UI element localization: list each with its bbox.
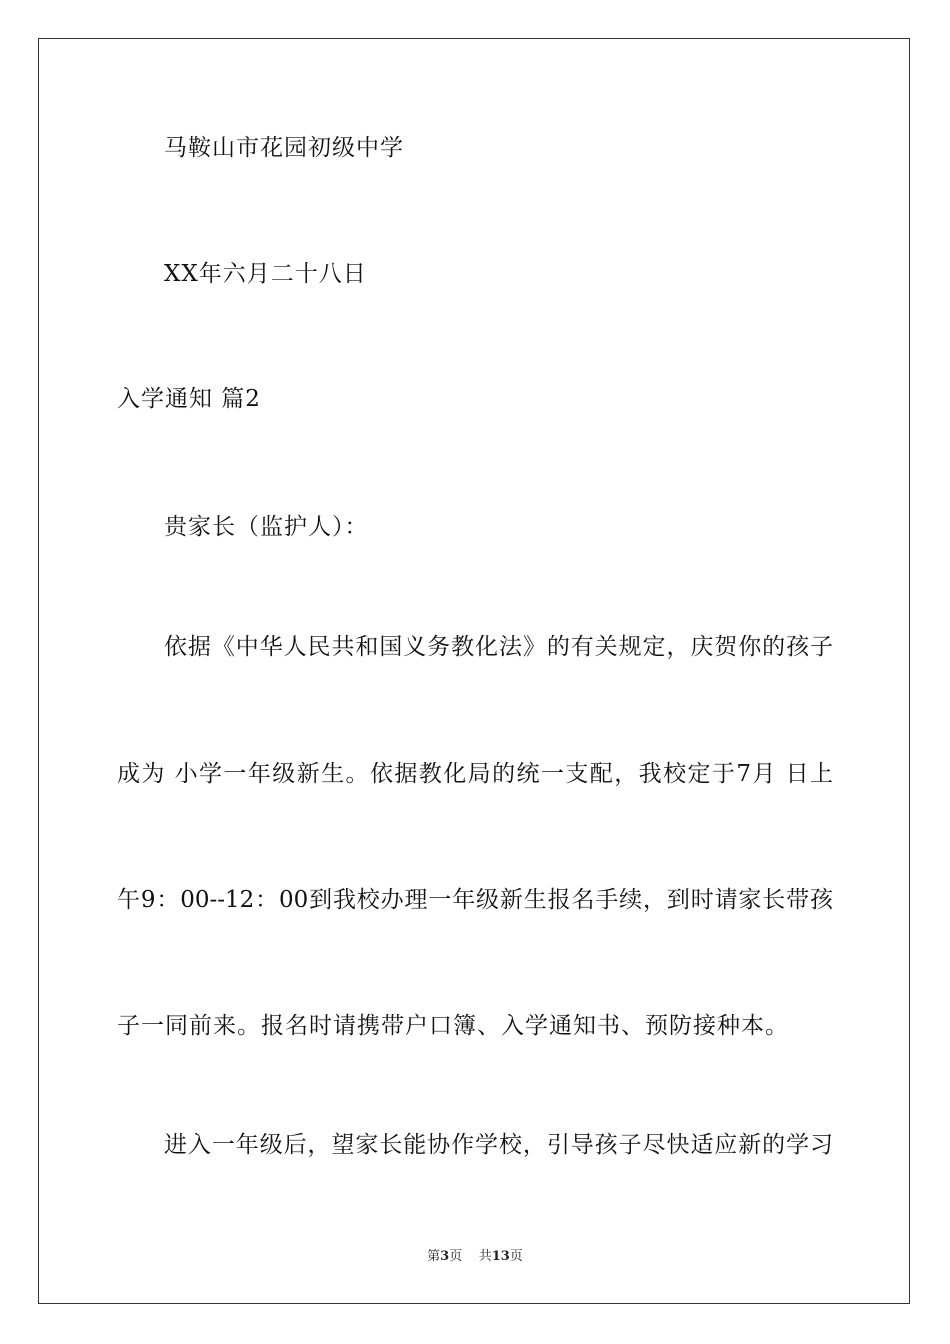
- footer-page-current: 3: [440, 1249, 450, 1264]
- page-border: [38, 38, 910, 1304]
- paragraph-1-line-1: 依据《中华人民共和国义务教化法》的有关规定，庆贺你的孩子: [164, 634, 833, 660]
- paragraph-1-line-2: 成为 小学一年级新生。依据教化局的统一支配，我校定于7月 日上: [117, 761, 833, 787]
- footer-page-unit: 页: [449, 1249, 463, 1264]
- footer-total-prefix: 共: [478, 1249, 492, 1264]
- footer-total-unit: 页: [509, 1249, 523, 1264]
- paragraph-2-line-1: 进入一年级后，望家长能协作学校，引导孩子尽快适应新的学习: [164, 1132, 833, 1158]
- section-title: 入学通知 篇2: [117, 386, 261, 412]
- signature-school: 马鞍山市花园初级中学: [164, 135, 404, 161]
- footer-page-total: 13: [491, 1249, 510, 1264]
- paragraph-1-line-3: 午9：00--12：00到我校办理一年级新生报名手续，到时请家长带孩: [117, 887, 833, 913]
- page-footer: [0, 1248, 950, 1266]
- paragraph-1-line-4: 子一同前来。报名时请携带户口簿、入学通知书、预防接种本。: [117, 1013, 789, 1039]
- signature-date: XX年六月二十八日: [164, 261, 367, 287]
- salutation: 贵家长（监护人）：: [164, 514, 369, 540]
- footer-page-prefix: 第: [427, 1249, 441, 1264]
